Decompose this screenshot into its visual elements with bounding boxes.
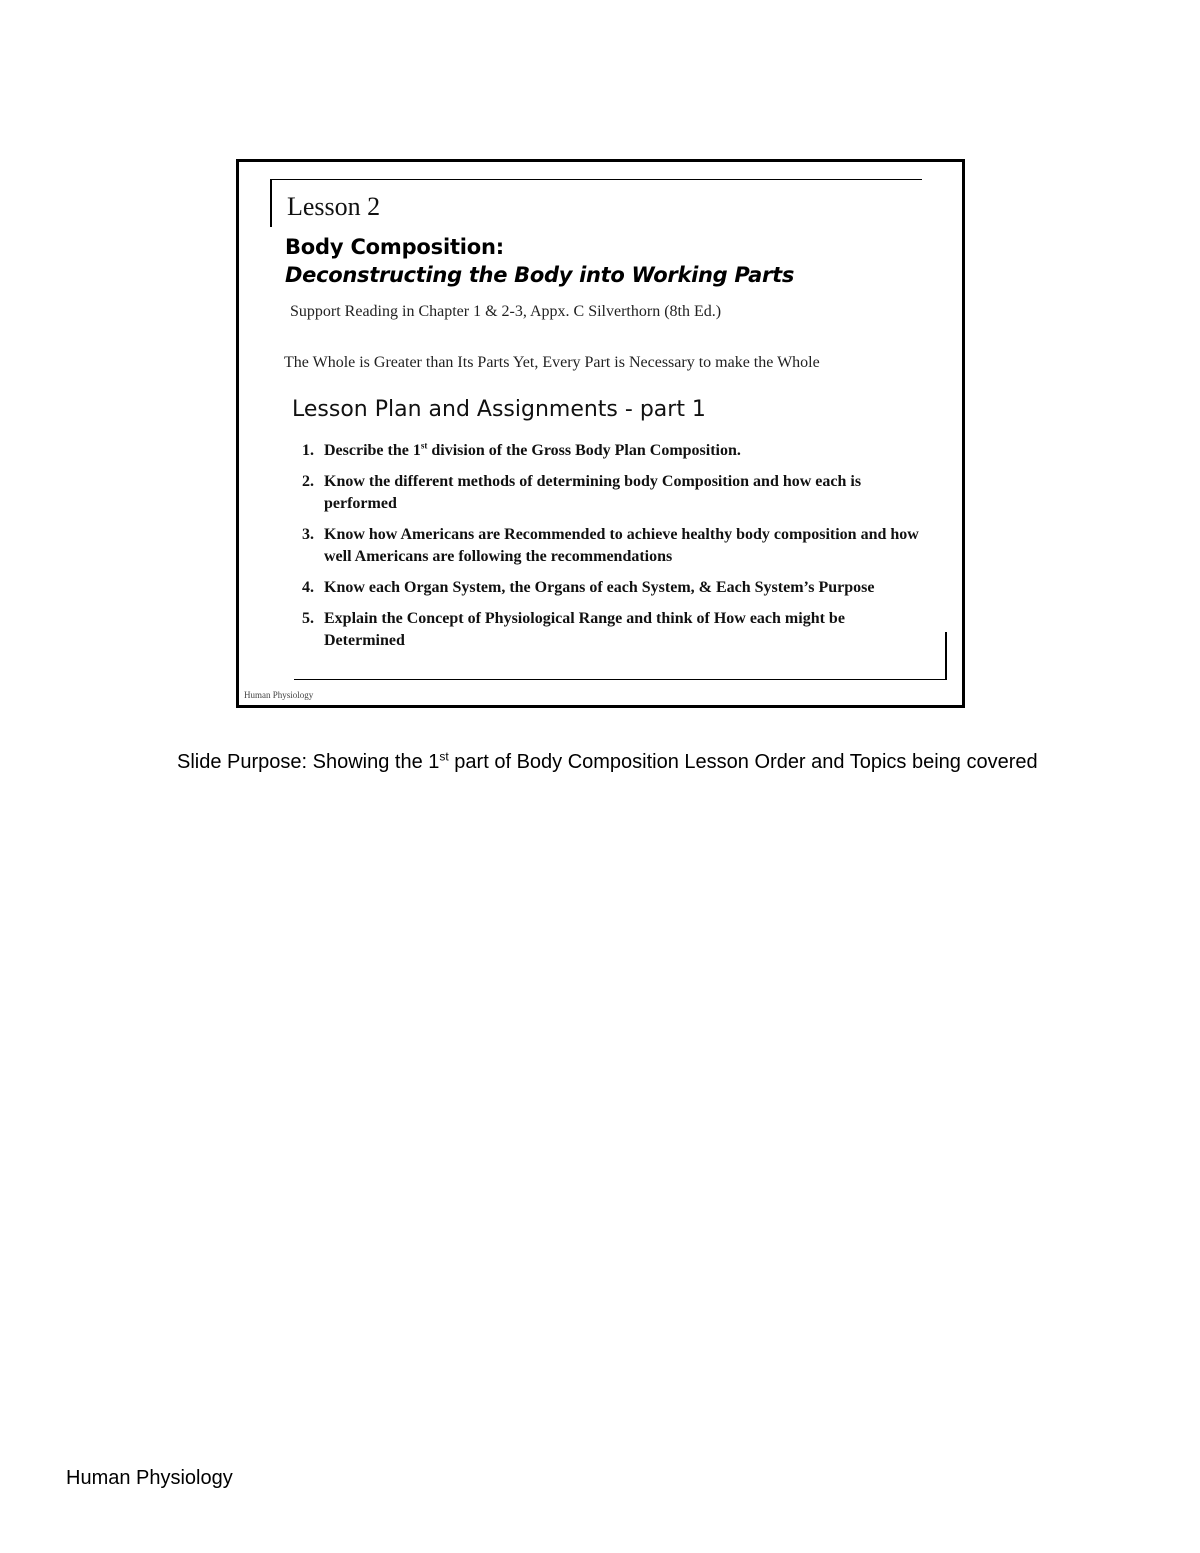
objectives-list: [302, 440, 927, 661]
slide-image: [236, 159, 965, 708]
slide-bottom-rule: [294, 679, 947, 680]
item-text: Know the different methods of determining body Composition and how each is performed: [324, 473, 862, 512]
page-footer: Human Physiology: [66, 1467, 233, 1489]
item-text: Know how Americans are Recommended to achieve healthy body composition and how well Americans are following the recommendations: [324, 526, 919, 565]
slide-left-rule: [270, 179, 272, 227]
slide-subtitle: Deconstructing the Body into Working Parts: [285, 263, 795, 287]
item-number: 2.: [302, 473, 314, 490]
lesson-label: Lesson 2: [287, 192, 381, 221]
lesson-plan-heading: Lesson Plan and Assignments - part 1: [292, 397, 706, 422]
list-item: [302, 440, 927, 462]
item-text: Know each Organ System, the Organs of each System, & Each System’s Purpose: [324, 579, 875, 596]
slide-purpose-note: Slide Purpose: Showing the 1st part of Body Composition Lesson Order and Topics being covered: [177, 749, 1038, 773]
item-number: 4.: [302, 579, 314, 596]
list-item: [302, 608, 927, 652]
slide-footer: Human Physiology: [244, 690, 314, 700]
item-number: 3.: [302, 526, 314, 543]
list-item: [302, 577, 927, 599]
item-text: Describe the 1st division of the Gross Body Plan Composition.: [324, 440, 741, 459]
slide-right-rule: [945, 632, 947, 680]
list-item: [302, 471, 927, 515]
slide-top-rule: [270, 179, 922, 180]
slide-title: Body Composition:: [285, 235, 504, 259]
item-number: 5.: [302, 610, 314, 627]
slide-tagline: The Whole is Greater than Its Parts Yet, Every Part is Necessary to make the Whole: [284, 354, 820, 371]
support-reading: Support Reading in Chapter 1 & 2-3, Appx. C Silverthorn (8th Ed.): [290, 303, 722, 320]
item-text: Explain the Concept of Physiological Range and think of How each might be Determined: [324, 610, 845, 649]
list-item: [302, 524, 927, 568]
item-number: 1.: [302, 442, 314, 459]
